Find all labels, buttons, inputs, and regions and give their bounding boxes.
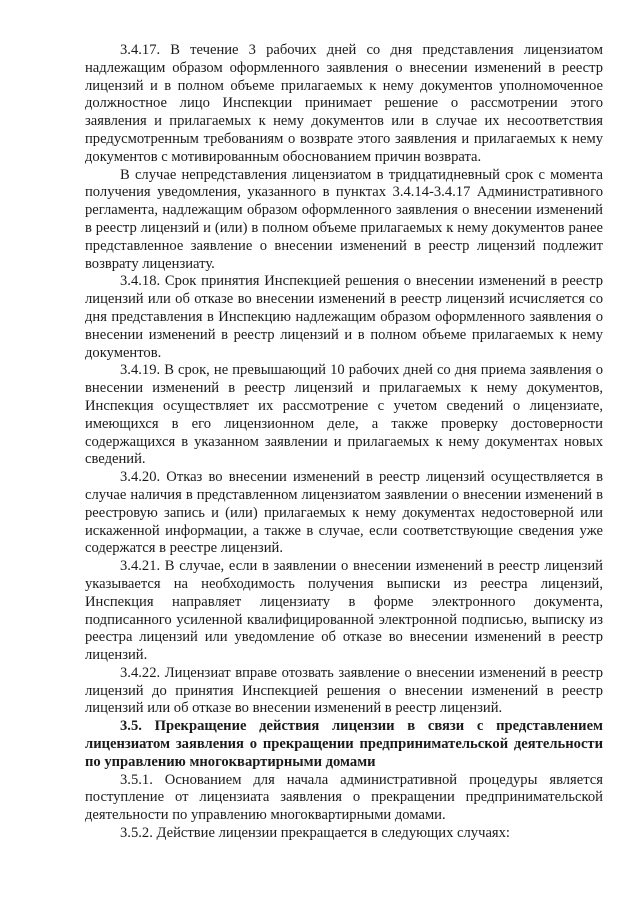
document-page [85,42,603,843]
paragraph-3-4-20: 3.4.20. Отказ во внесении изменений в реестр лицензий осуществляется в случае наличия в представленном лицензиатом заявлении о внесении изменений в реестровую запись и (или) прилагаемых к нему документах недостоверной или искаженной информации, а также в случае, если соответствующие сведения уже содержатся в реестре лицензий. [85,469,603,557]
paragraph-return-notice: В случае непредставления лицензиатом в тридцатидневный срок с момента получения уведомления, указанного в пунктах 3.4.14-3.4.17 Административного регламента, надлежащим образом оформленного заявления о внесении изменений в реестр лицензий и (или) в полном объеме прилагаемых к нему документов ранее представленное заявление о внесении изменений в реестр лицензий подлежит возврату лицензиату. [85,166,603,272]
paragraph-3-4-22: 3.4.22. Лицензиат вправе отозвать заявление о внесении изменений в реестр лицензий до принятия Инспекцией решения о внесении изменений в реестр лицензий или об отказе во внесении изменений в реестр лицензий. [85,664,603,717]
paragraph-3-5-2: 3.5.2. Действие лицензии прекращается в следующих случаях: [120,825,510,842]
paragraph-3-5-1: 3.5.1. Основанием для начала административной процедуры является поступление от лицензиата заявления о прекращении предпринимательской деятельности по управлению многоквартирными домами. [85,771,603,824]
section-heading-3-5: 3.5. Прекращение действия лицензии в связи с представлением лицензиатом заявления о прекращении предпринимательской деятельности по управлению многоквартирными домами [85,718,603,770]
paragraph-3-4-19: 3.4.19. В срок, не превышающий 10 рабочих дней со дня приема заявления о внесении изменений в реестр лицензий и прилагаемых к нему документов, Инспекция осуществляет их рассмотрение с учетом сведений о лицензиате, имеющихся в его лицензионном деле, а также проверку достоверности содержащихся в указанном заявлении и прилагаемых к нему документах новых сведений. [85,362,603,468]
paragraph-3-4-18: 3.4.18. Срок принятия Инспекцией решения о внесении изменений в реестр лицензий или об отказе во внесении изменений в реестр лицензий исчисляется со дня представления в Инспекцию надлежащим образом оформленного заявления о внесении изменений в реестр лицензий и в полном объеме прилагаемых к нему документов. [85,273,603,361]
paragraph-3-4-21: 3.4.21. В случае, если в заявлении о внесении изменений в реестр лицензий указывается на необходимость получения выписки из реестра лицензий, Инспекция направляет лицензиату в форме электронного документа, подписанного усиленной квалифицированной электронной подписью, выписку из реестра лицензий или уведомление об отказе во внесении изменений в реестр лицензий. [85,558,603,664]
paragraph-3-4-17: 3.4.17. В течение 3 рабочих дней со дня представления лицензиатом надлежащим образом оформленного заявления о внесении изменений в реестр лицензий и в полном объеме прилагаемых к нему документов уполномоченное должностное лицо Инспекции принимает решение о рассмотрении этого заявления и прилагаемых к нему документов или в случае их несоответствия предусмотренным требованиям о возврате этого заявления и прилагаемых к нему документов с мотивированным обоснованием причин возврата. [85,42,603,165]
